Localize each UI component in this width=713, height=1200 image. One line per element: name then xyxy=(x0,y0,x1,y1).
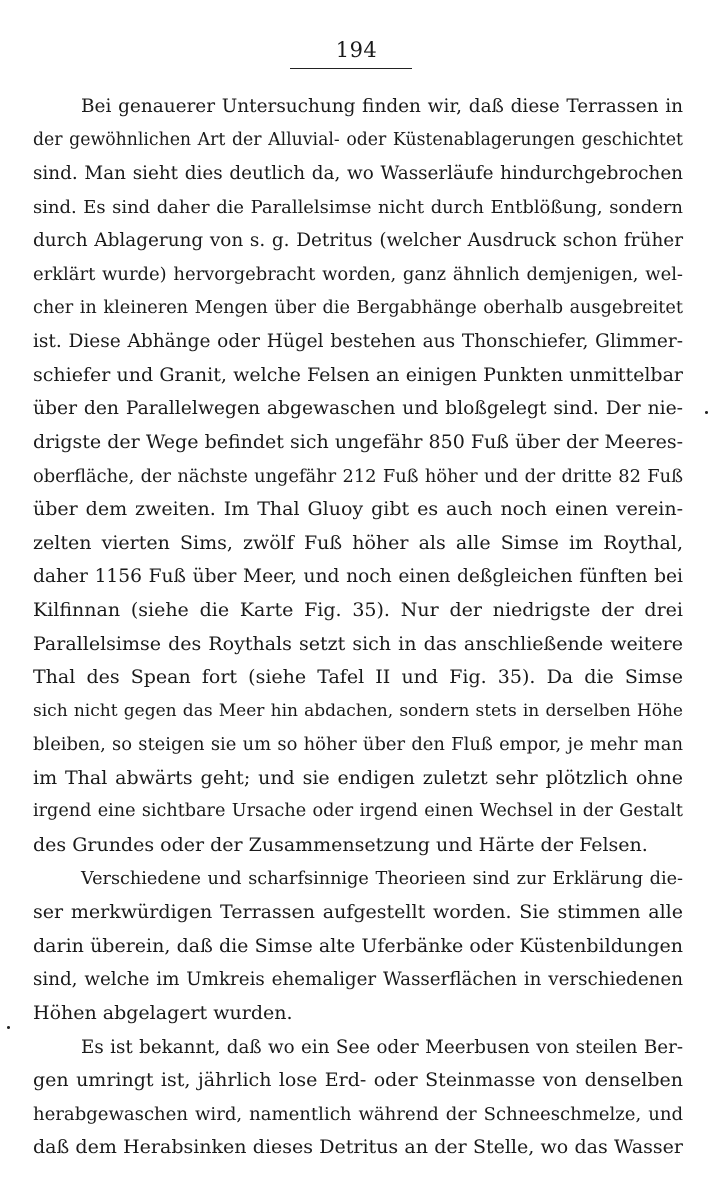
text-line: sind, welche im Umkreis ehemaliger Wasserflächen in verschiedenen xyxy=(33,969,683,991)
text-line: drigste der Wege befindet sich ungefähr 850 Fuß über der Meeres- xyxy=(33,430,683,453)
text-line: durch Ablagerung von s. g. Detritus (welcher Ausdruck schon früher xyxy=(33,230,683,252)
text-line: Es ist bekannt, daß wo ein See oder Meerbusen von steilen Ber- xyxy=(81,1036,683,1058)
text-line: darin überein, daß die Simse alte Uferbänke oder Küstenbildungen xyxy=(33,934,683,957)
text-line: gen umringt ist, jährlich lose Erd- oder Steinmasse von denselben xyxy=(33,1069,683,1092)
text-line: herabgewaschen wird, namentlich während der Schneeschmelze, und xyxy=(33,1103,683,1125)
text-line: Höhen abgelagert wurden. xyxy=(33,1002,293,1025)
paragraph-3 xyxy=(33,1031,683,1165)
text-line: sind. Es sind daher die Parallelsimse nicht durch Entblößung, sondern xyxy=(33,196,683,218)
text-line: ist. Diese Abhänge oder Hügel bestehen aus Thonschiefer, Glimmer- xyxy=(33,331,683,353)
text-line: Bei genauerer Untersuchung finden wir, daß diese Terrassen in xyxy=(81,96,683,117)
text-line: daher 1156 Fuß über Meer, und noch einen deßgleichen fünften bei xyxy=(33,566,683,588)
text-line: über den Parallelwegen abgewaschen und bloßgelegt sind. Der nie- xyxy=(33,398,683,420)
paragraph-2 xyxy=(33,863,683,1031)
text-line: cher in kleineren Mengen über die Bergabhänge oberhalb ausgebreitet xyxy=(33,297,683,318)
text-line: sich nicht gegen das Meer hin abdachen, sondern stets in derselben Höhe xyxy=(33,700,683,721)
print-speck xyxy=(7,1026,10,1029)
text-line: zelten vierten Sims, zwölf Fuß höher als alle Simse im Roythal, xyxy=(33,531,683,554)
text-line: über dem zweiten. Im Thal Gluoy gibt es auch noch einen verein- xyxy=(33,498,683,521)
body-text xyxy=(33,90,683,1165)
text-line: bleiben, so steigen sie um so höher über den Fluß empor, je mehr man xyxy=(33,734,683,756)
text-line: daß dem Herabsinken dieses Detritus an der Stelle, wo das Wasser xyxy=(33,1136,683,1159)
text-line: des Grundes oder der Zusammensetzung und Härte der Felsen. xyxy=(33,834,648,857)
text-line: ser merkwürdigen Terrassen aufgestellt worden. Sie stimmen alle xyxy=(33,901,683,924)
text-line: Thal des Spean fort (siehe Tafel II und Fig. 35). Da die Simse xyxy=(33,666,683,689)
paragraph-1 xyxy=(33,90,683,863)
text-line: der gewöhnlichen Art der Alluvial- oder Küstenablagerungen geschichtet xyxy=(33,129,683,150)
text-line: sind. Man sieht dies deutlich da, wo Wasserläufe hindurchgebrochen xyxy=(33,163,683,185)
text-line: irgend eine sichtbare Ursache oder irgend einen Wechsel in der Gestalt xyxy=(33,801,683,822)
text-line: Verschiedene und scharfsinnige Theorieen sind zur Erklärung die- xyxy=(81,868,683,889)
text-line: Kilfinnan (siehe die Karte Fig. 35). Nur der niedrigste der drei xyxy=(33,598,683,621)
print-speck xyxy=(705,411,708,414)
header-rule xyxy=(290,68,412,69)
text-line: schiefer und Granit, welche Felsen an einigen Punkten unmittelbar xyxy=(33,363,683,386)
text-line: im Thal abwärts geht; und sie endigen zuletzt sehr plötzlich ohne xyxy=(33,766,683,789)
text-line: erklärt wurde) hervorgebracht worden, ganz ähnlich demjenigen, wel- xyxy=(33,263,683,285)
page-number: 194 xyxy=(335,38,378,62)
text-line: oberfläche, der nächste ungefähr 212 Fuß höher und der dritte 82 Fuß xyxy=(33,465,683,487)
text-line: Parallelsimse des Roythals setzt sich in das anschließende weitere xyxy=(33,632,683,655)
